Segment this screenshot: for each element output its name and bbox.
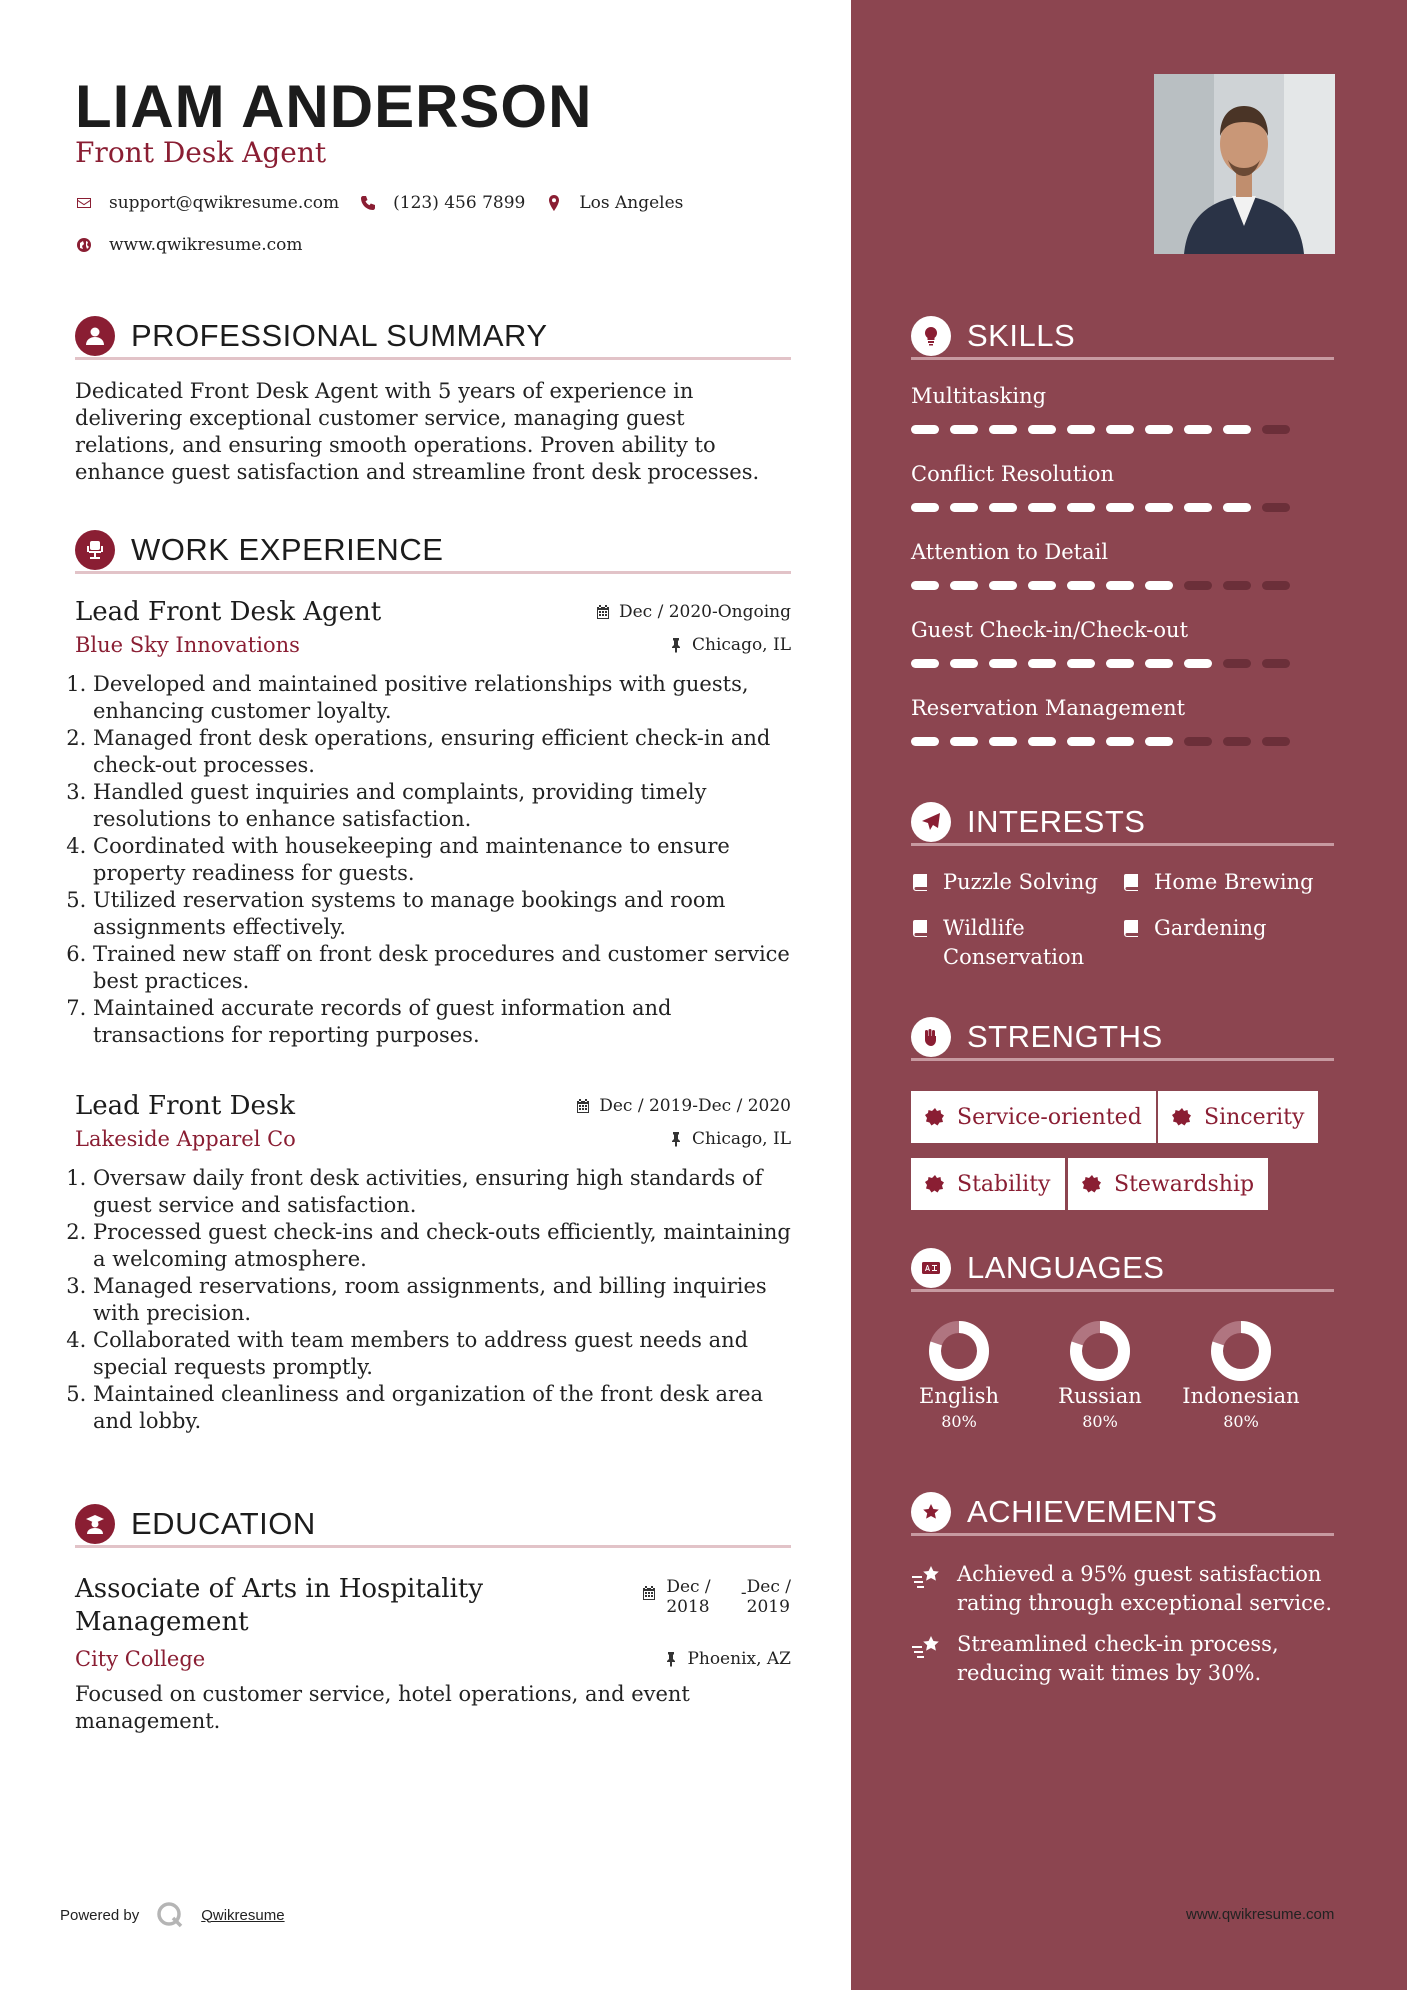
skill-level-dash-filled <box>911 503 939 512</box>
job-duties <box>75 671 791 1049</box>
job-date-text: Dec / 2019-Dec / 2020 <box>599 1096 791 1116</box>
education-section <box>75 1502 791 1548</box>
skill-level-dash-filled <box>1145 581 1173 590</box>
paper-plane-icon <box>911 802 951 842</box>
skill-item <box>911 696 1334 720</box>
strengths-heading-row <box>911 1015 1334 1061</box>
skills-heading: SKILLS <box>967 317 1076 353</box>
job-entry-1 <box>75 597 791 1049</box>
language-icon <box>911 1248 951 1288</box>
skill-level-dash-filled <box>950 503 978 512</box>
job-location <box>668 1129 791 1149</box>
contact-phone[interactable]: (123) 456 7899 <box>393 193 526 213</box>
skill-level-dash-filled <box>1184 659 1212 668</box>
skill-level-dash-filled <box>989 503 1017 512</box>
book-icon <box>911 919 929 937</box>
portrait-image <box>1154 74 1335 254</box>
pushpin-icon <box>668 1131 684 1147</box>
language-level-ring <box>1069 1320 1131 1382</box>
achievement-text: Achieved a 95% guest satisfaction rating through exceptional service. <box>957 1562 1332 1615</box>
job-company: Lakeside Apparel Co <box>75 1127 296 1151</box>
contact-email[interactable]: support@qwikresume.com <box>109 193 340 213</box>
skill-level-bar <box>911 659 1301 668</box>
skill-level-dash-filled <box>989 581 1017 590</box>
star-badge-icon <box>911 1492 951 1532</box>
skill-level-dash-empty <box>1262 503 1290 512</box>
skill-level-dash-filled <box>911 659 939 668</box>
interests-heading-row <box>911 800 1334 846</box>
interest-label: Wildlife Conservation <box>943 916 1085 969</box>
language-item <box>1171 1320 1311 1431</box>
skill-item <box>911 462 1334 486</box>
skill-level-bar <box>911 581 1301 590</box>
list-item: 1. Developed and maintained positive relationships with guests, enhancing customer loyalty. <box>93 671 791 725</box>
school-location-text: Phoenix, AZ <box>687 1649 791 1669</box>
education-heading-row <box>75 1502 791 1548</box>
summary-text: Dedicated Front Desk Agent with 5 years of experience in delivering exceptional customer service, managing guest relations, and ensuring smooth operations. Proven ability to enhance guest satisfaction and streamline front desk processes. <box>75 379 760 484</box>
shooting-star-icon <box>911 1564 943 1590</box>
list-item: 2. Processed guest check-ins and check-outs efficiently, maintaining a welcoming atmosphere. <box>93 1219 791 1273</box>
experience-heading-row <box>75 528 791 574</box>
interest-label: Puzzle Solving <box>943 870 1098 894</box>
job-title: Lead Front Desk Agent <box>75 597 382 627</box>
skill-level-dash-filled <box>1106 659 1134 668</box>
skill-level-dash-filled <box>1145 737 1173 746</box>
user-icon <box>75 316 115 356</box>
achievement-item <box>911 1560 1334 1618</box>
skill-level-dash-filled <box>911 581 939 590</box>
list-item: 7. Maintained accurate records of guest information and transactions for reporting purposes. <box>93 995 791 1049</box>
skill-level-dash-filled <box>1106 503 1134 512</box>
job-entry-2 <box>75 1091 791 1435</box>
lightbulb-icon <box>911 316 951 356</box>
strength-label: Service-oriented <box>957 1104 1142 1130</box>
education-dates <box>641 1577 791 1639</box>
education-entry <box>75 1573 791 1735</box>
skill-level-dash-filled <box>1028 503 1056 512</box>
languages-heading-row <box>911 1246 1334 1292</box>
interest-item <box>911 868 1116 897</box>
language-name: Indonesian <box>1182 1384 1300 1408</box>
achievements-heading-row <box>911 1490 1334 1536</box>
list-item: 1. Oversaw daily front desk activities, ensuring high standards of guest service and satisfaction. <box>93 1165 791 1219</box>
job-date-text: Dec / 2020-Ongoing <box>618 602 791 622</box>
strength-label: Stability <box>957 1171 1051 1197</box>
start-year: 2018 <box>666 1597 710 1617</box>
list-item: 3. Managed reservations, room assignments, and billing inquiries with precision. <box>93 1273 791 1327</box>
strength-tag <box>911 1091 1156 1143</box>
interest-item <box>911 914 1101 972</box>
school-name: City College <box>75 1647 206 1671</box>
pushpin-icon <box>663 1651 679 1667</box>
skill-item <box>911 540 1334 564</box>
strength-label: Sincerity <box>1204 1104 1305 1130</box>
skill-name: Multitasking <box>911 384 1047 408</box>
contact-row-website <box>75 235 323 255</box>
list-item: 6. Trained new staff on front desk procedures and customer service best practices. <box>93 941 791 995</box>
interest-item <box>1122 914 1334 943</box>
skill-level-dash-empty <box>1262 581 1290 590</box>
calendar-icon <box>641 1585 657 1601</box>
envelope-icon <box>75 194 93 212</box>
list-item: 4. Collaborated with team members to address guest needs and special requests promptly. <box>93 1327 791 1381</box>
badge-icon <box>1172 1107 1192 1127</box>
summary-heading-row <box>75 314 791 360</box>
shooting-star-icon <box>911 1634 943 1660</box>
skill-level-dash-filled <box>1067 581 1095 590</box>
interests-section <box>911 800 1334 846</box>
job-location <box>668 635 791 655</box>
skill-level-dash-empty <box>1223 659 1251 668</box>
skill-level-bar <box>911 737 1301 746</box>
skill-level-dash-filled <box>1067 659 1095 668</box>
job-location-text: Chicago, IL <box>692 635 791 655</box>
skill-level-dash-filled <box>911 737 939 746</box>
powered-by-label: Powered by <box>60 1906 140 1924</box>
end-year: 2019 <box>746 1597 790 1617</box>
skill-level-dash-filled <box>989 737 1017 746</box>
skill-level-bar <box>911 503 1301 512</box>
candidate-name: LIAM ANDERSON <box>75 73 593 140</box>
strengths-section <box>911 1015 1334 1061</box>
skill-level-dash-filled <box>1067 503 1095 512</box>
footer-site[interactable]: www.qwikresume.com <box>1186 1906 1335 1923</box>
job-title: Lead Front Desk <box>75 1091 295 1121</box>
skill-level-dash-filled <box>1184 425 1212 434</box>
map-pin-icon <box>545 194 563 212</box>
qwikresume-link[interactable]: Qwikresume <box>201 1906 285 1924</box>
skill-level-dash-filled <box>1145 503 1173 512</box>
languages-section <box>911 1246 1334 1292</box>
badge-icon <box>1082 1174 1102 1194</box>
phone-icon <box>359 194 377 212</box>
achievement-text: Streamlined check-in process, reducing wait times by 30%. <box>957 1632 1279 1685</box>
job-date <box>575 1096 791 1116</box>
language-name: English <box>918 1384 1000 1408</box>
list-item: 5. Maintained cleanliness and organization of the front desk area and lobby. <box>93 1381 791 1435</box>
office-chair-icon <box>75 530 115 570</box>
skill-name: Conflict Resolution <box>911 462 1115 486</box>
skill-level-dash-empty <box>1223 581 1251 590</box>
skill-level-dash-filled <box>1028 581 1056 590</box>
graduate-icon <box>75 1504 115 1544</box>
achievements-heading: ACHIEVEMENTS <box>967 1493 1218 1529</box>
skill-level-dash-empty <box>1223 737 1251 746</box>
language-name: Russian <box>1058 1384 1142 1408</box>
skill-level-dash-filled <box>1223 503 1251 512</box>
date-separator: - <box>740 1583 747 1603</box>
strengths-heading: STRENGTHS <box>967 1018 1163 1054</box>
education-heading: EDUCATION <box>131 1505 316 1541</box>
skill-level-dash-empty <box>1262 425 1290 434</box>
experience-section <box>75 528 791 574</box>
book-icon <box>911 873 929 891</box>
language-level-ring <box>1210 1320 1272 1382</box>
skill-item <box>911 618 1334 642</box>
skill-level-dash-empty <box>1184 737 1212 746</box>
pushpin-icon <box>668 637 684 653</box>
skill-level-dash-filled <box>1028 737 1056 746</box>
skill-item <box>911 384 1334 408</box>
candidate-title: Front Desk Agent <box>75 136 327 169</box>
school-location <box>663 1649 791 1669</box>
skill-level-dash-filled <box>1028 425 1056 434</box>
skill-level-dash-filled <box>911 425 939 434</box>
skill-level-dash-filled <box>950 737 978 746</box>
strength-label: Stewardship <box>1114 1171 1255 1197</box>
interest-label: Home Brewing <box>1154 870 1314 894</box>
contact-website[interactable]: www.qwikresume.com <box>109 235 303 255</box>
language-level: 80% <box>941 1412 977 1431</box>
sidebar-background <box>851 0 1407 1990</box>
skill-level-dash-filled <box>950 425 978 434</box>
contact-location: Los Angeles <box>579 193 684 213</box>
achievement-item <box>911 1630 1334 1688</box>
job-company: Blue Sky Innovations <box>75 633 300 657</box>
footer-powered-by <box>60 1900 285 1930</box>
skill-level-dash-filled <box>989 659 1017 668</box>
qwikresume-logo-icon <box>155 1900 185 1930</box>
end-month: Dec / <box>746 1577 791 1597</box>
strength-tag <box>1158 1091 1318 1143</box>
degree-title: Associate of Arts in Hospitality Management <box>75 1574 484 1637</box>
strength-tag <box>911 1158 1065 1210</box>
language-item <box>1030 1320 1170 1431</box>
experience-heading: WORK EXPERIENCE <box>131 531 444 567</box>
skill-level-dash-filled <box>1145 659 1173 668</box>
book-icon <box>1122 919 1140 937</box>
skill-level-dash-empty <box>1262 737 1290 746</box>
job-duties <box>75 1165 791 1435</box>
skill-level-dash-empty <box>1184 581 1212 590</box>
list-item: 3. Handled guest inquiries and complaints, providing timely resolutions to enhance satisfaction. <box>93 779 791 833</box>
language-level-ring <box>928 1320 990 1382</box>
skill-level-dash-filled <box>1106 581 1134 590</box>
interest-item <box>1122 868 1334 897</box>
summary-section <box>75 314 791 486</box>
globe-icon <box>75 236 93 254</box>
skill-level-dash-filled <box>989 425 1017 434</box>
calendar-icon <box>575 1098 591 1114</box>
skill-level-dash-filled <box>1067 425 1095 434</box>
interests-heading: INTERESTS <box>967 803 1146 839</box>
list-item: 5. Utilized reservation systems to manage bookings and room assignments effectively. <box>93 887 791 941</box>
skill-level-dash-filled <box>1184 503 1212 512</box>
skill-level-dash-empty <box>1262 659 1290 668</box>
skills-heading-row <box>911 314 1334 360</box>
language-level: 80% <box>1223 1412 1259 1431</box>
language-level: 80% <box>1082 1412 1118 1431</box>
list-item: 4. Coordinated with housekeeping and maintenance to ensure property readiness for guests. <box>93 833 791 887</box>
interest-label: Gardening <box>1154 916 1267 940</box>
skill-level-dash-filled <box>1106 425 1134 434</box>
calendar-icon <box>595 604 611 620</box>
raised-fist-icon <box>911 1017 951 1057</box>
skill-level-dash-filled <box>950 659 978 668</box>
education-start <box>666 1577 710 1639</box>
education-end <box>747 1577 791 1639</box>
badge-icon <box>925 1174 945 1194</box>
start-month: Dec / <box>666 1577 711 1597</box>
skill-level-dash-filled <box>1145 425 1173 434</box>
skill-level-dash-filled <box>1067 737 1095 746</box>
badge-icon <box>925 1107 945 1127</box>
book-icon <box>1122 873 1140 891</box>
education-description: Focused on customer service, hotel operations, and event management. <box>75 1682 690 1733</box>
summary-heading: PROFESSIONAL SUMMARY <box>131 317 548 353</box>
skill-level-dash-filled <box>1106 737 1134 746</box>
job-location-text: Chicago, IL <box>692 1129 791 1149</box>
strength-tag <box>1068 1158 1268 1210</box>
language-item <box>889 1320 1029 1431</box>
job-date <box>595 602 791 622</box>
profile-photo <box>1154 74 1335 254</box>
skill-name: Guest Check-in/Check-out <box>911 618 1189 642</box>
skill-name: Reservation Management <box>911 696 1186 720</box>
skill-level-dash-filled <box>1028 659 1056 668</box>
skill-name: Attention to Detail <box>911 540 1109 564</box>
languages-heading: LANGUAGES <box>967 1249 1165 1285</box>
skill-level-bar <box>911 425 1301 434</box>
achievements-section <box>911 1490 1334 1536</box>
skill-level-dash-filled <box>1223 425 1251 434</box>
contact-row <box>75 193 703 213</box>
skill-level-dash-filled <box>950 581 978 590</box>
list-item: 2. Managed front desk operations, ensuring efficient check-in and check-out processes. <box>93 725 791 779</box>
skills-section <box>911 314 1334 360</box>
